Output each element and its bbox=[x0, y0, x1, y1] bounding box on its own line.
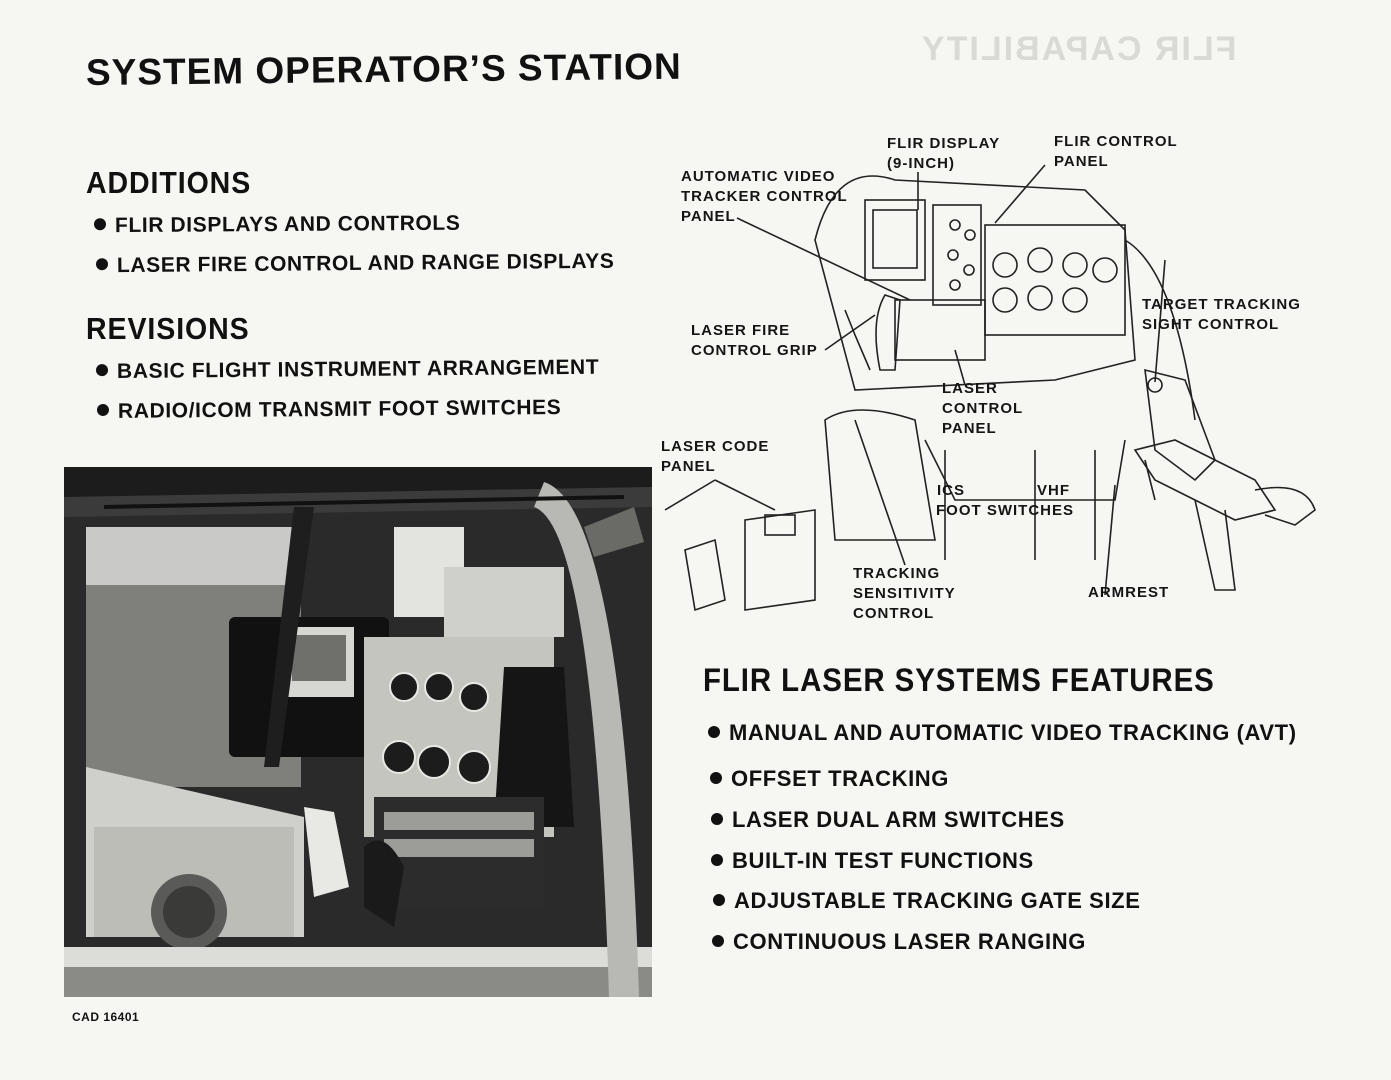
label-tracking-sensitivity-control bbox=[853, 564, 956, 624]
revisions-item bbox=[96, 356, 599, 384]
additions-heading: ADDITIONS bbox=[86, 165, 252, 200]
features-heading: FLIR LASER SYSTEMS FEATURES bbox=[703, 662, 1215, 698]
features-item-text: BUILT-IN TEST FUNCTIONS bbox=[732, 848, 1034, 873]
label-line: CONTROL bbox=[942, 400, 1024, 417]
label-vhf: VHF bbox=[1037, 482, 1070, 499]
features-item bbox=[711, 848, 1034, 874]
label-armrest: ARMREST bbox=[1088, 584, 1170, 601]
additions-item-text: LASER FIRE CONTROL AND RANGE DISPLAYS bbox=[116, 249, 615, 278]
label-line: (9-INCH) bbox=[887, 155, 955, 172]
label-line: PANEL bbox=[661, 458, 716, 475]
bullet-icon bbox=[711, 813, 723, 825]
label-line: FLIR CONTROL bbox=[1054, 133, 1178, 150]
label-line: SIGHT CONTROL bbox=[1142, 316, 1280, 333]
features-item-text: OFFSET TRACKING bbox=[731, 766, 949, 791]
features-item-text: LASER DUAL ARM SWITCHES bbox=[732, 807, 1065, 832]
bullet-icon bbox=[94, 219, 106, 231]
revisions-item-text: RADIO/ICOM TRANSMIT FOOT SWITCHES bbox=[117, 395, 562, 423]
features-item bbox=[710, 766, 949, 792]
features-item bbox=[713, 888, 1140, 914]
label-line: LASER CODE bbox=[661, 438, 770, 455]
bullet-icon bbox=[710, 772, 722, 784]
label-line: TRACKING bbox=[853, 565, 941, 582]
additions-item bbox=[96, 250, 615, 279]
label-target-tracking-sight-control bbox=[1142, 295, 1301, 335]
label-laser-control-panel bbox=[942, 379, 1023, 439]
label-line: LASER bbox=[942, 380, 998, 397]
label-line: PANEL bbox=[942, 420, 997, 437]
bullet-icon bbox=[97, 404, 109, 416]
label-flir-display bbox=[887, 134, 1000, 174]
photo-caption: CAD 16401 bbox=[72, 1010, 140, 1024]
cockpit-photo bbox=[64, 467, 652, 997]
additions-item bbox=[94, 212, 461, 239]
features-item bbox=[708, 720, 1297, 746]
label-ics: ICS bbox=[937, 482, 966, 499]
bullet-icon bbox=[712, 935, 724, 947]
label-laser-code-panel bbox=[661, 437, 769, 477]
label-flir-control-panel bbox=[1054, 132, 1178, 172]
bullet-icon bbox=[711, 854, 723, 866]
bullet-icon bbox=[713, 894, 725, 906]
label-line: PANEL bbox=[1054, 153, 1109, 170]
features-item-text: CONTINUOUS LASER RANGING bbox=[733, 929, 1086, 954]
label-line: SENSITIVITY bbox=[853, 585, 956, 602]
label-line: TRACKER CONTROL bbox=[681, 188, 848, 205]
label-avt-control-panel bbox=[681, 167, 848, 227]
label-line: AUTOMATIC VIDEO bbox=[681, 168, 836, 185]
label-line: CONTROL GRIP bbox=[691, 342, 818, 359]
bullet-icon bbox=[96, 259, 108, 271]
label-foot-switches: FOOT SWITCHES bbox=[936, 502, 1074, 519]
label-line: TARGET TRACKING bbox=[1142, 296, 1301, 313]
page-title: SYSTEM OPERATOR’S STATION bbox=[85, 45, 682, 93]
revisions-heading: REVISIONS bbox=[86, 311, 250, 346]
features-item-text: MANUAL AND AUTOMATIC VIDEO TRACKING (AVT) bbox=[729, 720, 1297, 745]
additions-item-text: FLIR DISPLAYS AND CONTROLS bbox=[114, 211, 461, 238]
label-line: CONTROL bbox=[853, 605, 935, 622]
label-line: LASER FIRE bbox=[691, 322, 791, 339]
revisions-item bbox=[97, 396, 561, 424]
features-item bbox=[711, 807, 1065, 833]
label-laser-fire-control-grip bbox=[691, 321, 818, 361]
label-line: PANEL bbox=[681, 208, 736, 225]
ghost-heading: FLIR CAPABILITY bbox=[920, 30, 1237, 68]
bullet-icon bbox=[708, 726, 720, 738]
label-line: FLIR DISPLAY bbox=[887, 135, 1001, 152]
revisions-item-text: BASIC FLIGHT INSTRUMENT ARRANGEMENT bbox=[116, 355, 600, 384]
bullet-icon bbox=[96, 365, 108, 377]
features-item bbox=[712, 929, 1086, 955]
features-item-text: ADJUSTABLE TRACKING GATE SIZE bbox=[734, 888, 1141, 913]
